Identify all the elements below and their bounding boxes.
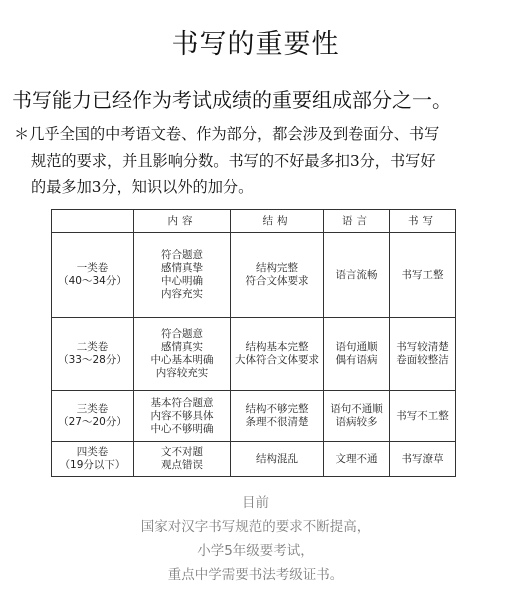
cell-line: 语句通顺: [335, 341, 378, 353]
cell-line: 内容不够具体: [150, 409, 214, 422]
cell-line: 符合题意: [161, 328, 203, 340]
table-row: [52, 233, 456, 318]
grade-cell: [52, 391, 134, 442]
grading-table: [51, 209, 456, 477]
cell-line: 内容充实: [161, 288, 203, 300]
grade-cell: [52, 442, 134, 477]
cell-line: 中心明确: [161, 275, 203, 287]
cell-line: 内容较充实: [155, 367, 209, 379]
cell-line: 感情真挚: [161, 262, 203, 274]
table-header-row: [52, 210, 456, 233]
footer-line: 国家对汉字书写规范的要求不断提高，: [140, 519, 371, 535]
cell-line: 文不对题: [161, 446, 203, 458]
grade-name: 四类卷: [76, 446, 109, 458]
table-row: [52, 442, 456, 477]
content-cell: [134, 233, 231, 318]
writing-cell: [390, 442, 456, 477]
cell-line: 观点错误: [161, 459, 203, 471]
cell-line: 感情真实: [161, 341, 203, 353]
language-cell: [324, 318, 390, 391]
header-writing: 书写: [390, 210, 456, 233]
writing-cell: [390, 391, 456, 442]
cell-line: 基本符合题意: [150, 396, 214, 409]
header-structure: 结构: [231, 210, 324, 233]
cell-line: 结构完整: [256, 262, 298, 274]
language-cell: [324, 391, 390, 442]
table-row: [52, 391, 456, 442]
header-content: 内容: [134, 210, 231, 233]
cell-line: 中心不够明确: [150, 422, 214, 435]
cell-line: 书写较清楚: [396, 341, 449, 353]
lead-statement: 书写能力已经作为考试成绩的重要组成部分之一。: [12, 88, 452, 112]
footer-caption: [0, 491, 511, 587]
cell-line: 书写不工整: [396, 409, 449, 422]
writing-cell: [390, 318, 456, 391]
grade-name: 三类卷: [76, 403, 109, 415]
content-cell: [134, 318, 231, 391]
grade-range: （33～28分）: [58, 354, 127, 366]
grade-name: 二类卷: [76, 341, 109, 353]
note-paragraph: [14, 121, 494, 201]
cell-line: 符合题意: [161, 249, 203, 261]
cell-line: 语病较多: [335, 416, 378, 428]
cell-line: 中心基本明确: [150, 354, 214, 366]
language-cell: [324, 233, 390, 318]
cell-line: 书写工整: [401, 268, 444, 281]
structure-cell: [231, 233, 324, 318]
page-title: 书写的重要性: [171, 29, 340, 60]
grade-cell: [52, 318, 134, 391]
structure-cell: [231, 442, 324, 477]
writing-cell: [390, 233, 456, 318]
cell-line: 条理不很清楚: [245, 416, 309, 428]
header-language: 语言: [324, 210, 390, 233]
cell-line: 结构基本完整: [245, 341, 309, 353]
note-line: 的最多加3分，知识以外的加分。: [31, 178, 254, 196]
cell-line: 符合文体要求: [245, 275, 309, 287]
cell-line: 结构不够完整: [245, 403, 309, 415]
cell-line: 结构混乱: [256, 452, 298, 465]
structure-cell: [231, 391, 324, 442]
language-cell: [324, 442, 390, 477]
table-row: [52, 318, 456, 391]
grade-range: （19分以下）: [59, 459, 126, 471]
content-cell: [134, 442, 231, 477]
cell-line: 语句不通顺: [330, 403, 383, 415]
footer-line: 重点中学需要书法考级证书。: [167, 567, 344, 583]
structure-cell: [231, 318, 324, 391]
content-cell: [134, 391, 231, 442]
cell-line: 卷面较整洁: [396, 354, 449, 366]
grade-name: 一类卷: [76, 262, 109, 274]
grade-cell: [52, 233, 134, 318]
footer-line: 目前: [242, 495, 269, 511]
cell-line: 语言流畅: [335, 268, 378, 281]
footer-line: 小学5年级要考试，: [197, 543, 314, 559]
cell-line: 书写潦草: [401, 452, 444, 465]
cell-line: 偶有语病: [335, 354, 378, 366]
grade-range: （40～34分）: [58, 275, 127, 287]
note-line: ＊几乎全国的中考语文卷、作为部分，都会涉及到卷面分、书写: [14, 125, 440, 143]
note-line: 规范的要求，并且影响分数。书写的不好最多扣3分，书写好: [31, 151, 436, 170]
cell-line: 大体符合文体要求: [235, 354, 319, 366]
cell-line: 文理不通: [335, 452, 378, 465]
header-grade: [52, 210, 134, 233]
grade-range: （27～20分）: [58, 416, 127, 428]
